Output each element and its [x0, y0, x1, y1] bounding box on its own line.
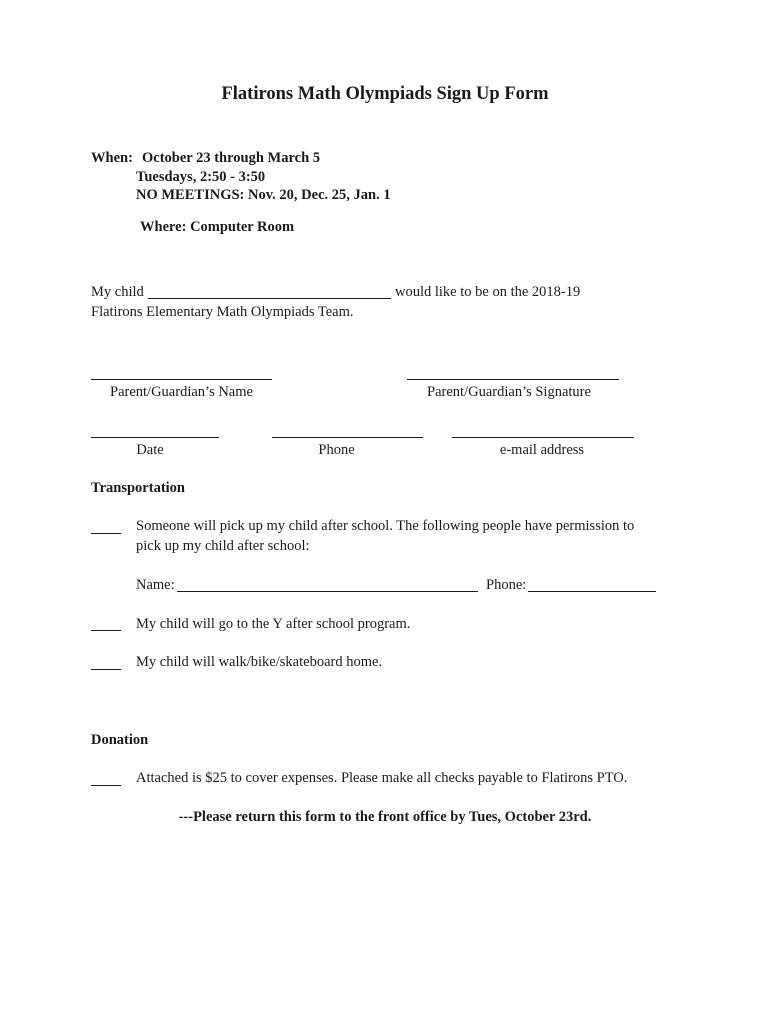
donation-option: Attached is $25 to cover expenses. Please make all checks payable to Flatirons PTO.: [136, 770, 628, 786]
donation-checkbox-line[interactable]: [91, 785, 121, 786]
pickup-phone-label: Phone:: [486, 577, 527, 593]
consent-suffix: would like to be on the 2018-19: [395, 284, 581, 300]
when-label: When:: [91, 150, 133, 166]
parent-name-field[interactable]: [91, 379, 272, 380]
phone-field[interactable]: [272, 437, 423, 438]
parent-signature-field[interactable]: [407, 379, 619, 380]
y-program-option: My child will go to the Y after school program.: [136, 616, 411, 632]
date-caption: Date: [136, 442, 164, 458]
walk-home-option: My child will walk/bike/skateboard home.: [136, 654, 383, 670]
pickup-option-line-1: Someone will pick up my child after school. The following people have permission to: [136, 518, 635, 534]
parent-name-caption: Parent/Guardian’s Name: [110, 384, 253, 400]
no-meetings: NO MEETINGS: Nov. 20, Dec. 25, Jan. 1: [136, 187, 391, 203]
pickup-name-field[interactable]: [177, 591, 478, 592]
pickup-name-label: Name:: [136, 577, 175, 593]
donation-heading: Donation: [91, 732, 149, 748]
phone-caption: Phone: [318, 442, 355, 458]
when-value: October 23 through March 5: [142, 150, 321, 166]
email-field[interactable]: [452, 437, 634, 438]
page-title: Flatirons Math Olympiads Sign Up Form: [221, 84, 549, 104]
y-program-checkbox-line[interactable]: [91, 630, 121, 631]
date-field[interactable]: [91, 437, 219, 438]
email-caption: e-mail address: [499, 442, 585, 458]
parent-signature-caption: Parent/Guardian’s Signature: [427, 384, 591, 400]
walk-home-checkbox-line[interactable]: [91, 669, 121, 670]
pickup-checkbox-line[interactable]: [91, 533, 121, 534]
return-form-note: ---Please return this form to the front office by Tues, October 23rd.: [178, 809, 592, 825]
meeting-times: Tuesdays, 2:50 - 3:50: [136, 169, 266, 185]
child-name-field[interactable]: [148, 298, 391, 299]
where-location: Where: Computer Room: [140, 219, 295, 235]
pickup-option-line-2: pick up my child after school:: [136, 538, 310, 554]
consent-line-2: Flatirons Elementary Math Olympiads Team.: [91, 304, 354, 320]
transportation-heading: Transportation: [91, 480, 185, 496]
consent-prefix: My child: [91, 284, 144, 300]
pickup-phone-field[interactable]: [528, 591, 656, 592]
